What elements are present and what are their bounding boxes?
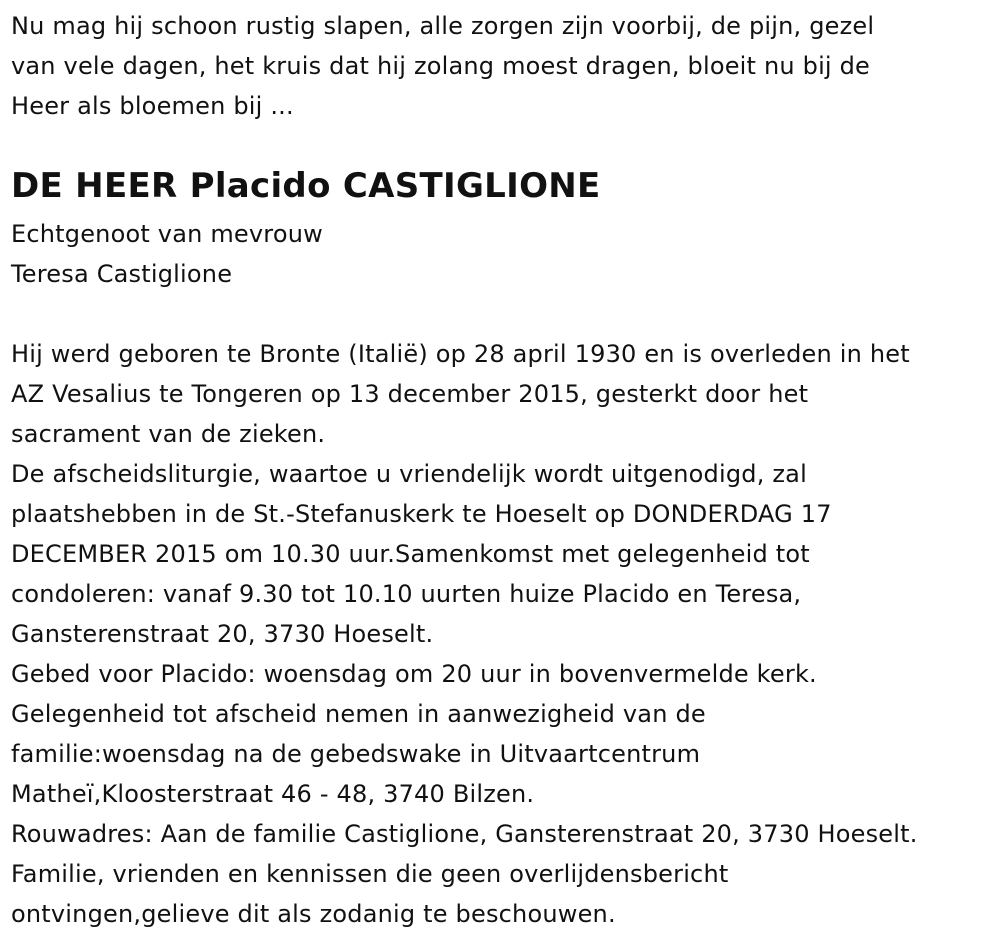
body-line: Hij werd geboren te Bronte (Italië) op 28 april 1930 en is overleden in het [11,340,910,368]
body-line: DECEMBER 2015 om 10.30 uur.Samenkomst met gelegenheid tot [11,540,810,568]
spouse-line: Echtgenoot van mevrouw [11,220,323,248]
spouse-line: Teresa Castiglione [11,260,233,288]
body-line: De afscheidsliturgie, waartoe u vriendelijk wordt uitgenodigd, zal [11,460,807,488]
poem-line: Nu mag hij schoon rustig slapen, alle zorgen zijn voorbij, de pijn, gezel [11,12,875,40]
poem-line: van vele dagen, het kruis dat hij zolang moest dragen, bloeit nu bij de [11,52,871,80]
body-line: ontvingen,gelieve dit als zodanig te beschouwen. [11,900,616,928]
body-line: Familie, vrienden en kennissen die geen overlijdensbericht [11,860,729,888]
body-line: Gebed voor Placido: woensdag om 20 uur in bovenvermelde kerk. [11,660,817,688]
body-line: AZ Vesalius te Tongeren op 13 december 2015, gesterkt door het [11,380,809,408]
body-line: plaatshebben in de St.-Stefanuskerk te Hoeselt op DONDERDAG 17 [11,500,832,528]
body-line: condoleren: vanaf 9.30 tot 10.10 uurten huize Placido en Teresa, [11,580,802,608]
body-line: familie:woensdag na de gebedswake in Uitvaartcentrum [11,740,701,768]
body-line: Gansterenstraat 20, 3730 Hoeselt. [11,620,434,648]
body-line: Rouwadres: Aan de familie Castiglione, Gansterenstraat 20, 3730 Hoeselt. [11,820,918,848]
obituary-title: DE HEER Placido CASTIGLIONE [11,166,601,206]
body-line: sacrament van de zieken. [11,420,326,448]
body-line: Matheï,Kloosterstraat 46 - 48, 3740 Bilzen. [11,780,535,808]
poem-line: Heer als bloemen bij ... [11,92,294,120]
body-line: Gelegenheid tot afscheid nemen in aanwezigheid van de [11,700,706,728]
